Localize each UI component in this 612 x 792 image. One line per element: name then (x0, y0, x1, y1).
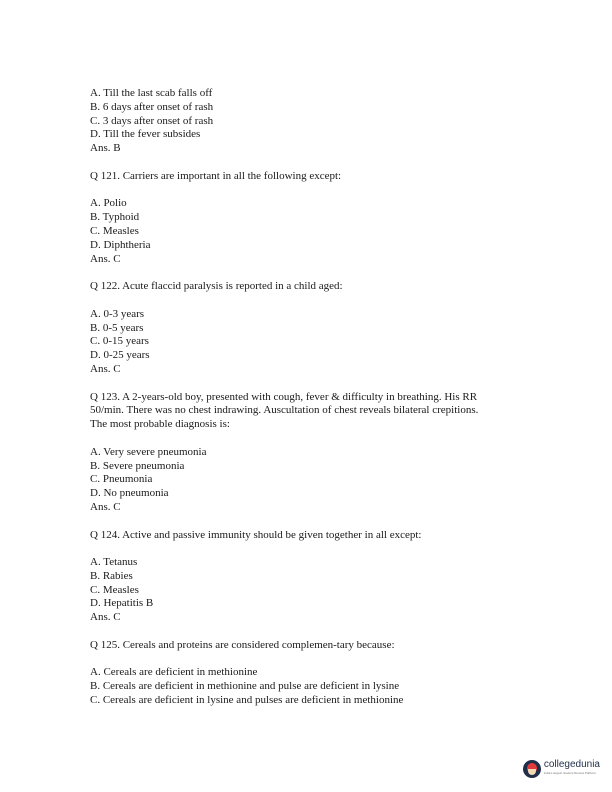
question-123 (90, 391, 560, 515)
option-d: D. Hepatitis B (90, 597, 154, 610)
option-c: C. 3 days after onset of rash (90, 114, 214, 127)
question-124 (90, 529, 560, 626)
question-122 (90, 280, 560, 377)
option-d: D. 0-25 years (90, 349, 150, 362)
option-b: B. Severe pneumonia (90, 459, 185, 472)
question-text: Q 125. Cereals and proteins are considered complemen-tary because: (90, 638, 395, 651)
answer: Ans. B (90, 142, 121, 155)
question-text-line-1: Q 123. A 2-years-old boy, presented with cough, fever & difficulty in breathing. His RR (90, 390, 478, 403)
option-a: A. Till the last scab falls off (90, 87, 213, 99)
option-c: C. 0-15 years (90, 335, 149, 348)
option-d: D. No pneumonia (90, 487, 169, 500)
question-opening (90, 87, 560, 156)
option-c: C. Pneumonia (90, 473, 153, 486)
option-d: D. Till the fever subsides (90, 128, 201, 141)
answer: Ans. C (90, 611, 121, 624)
question-text: Q 124. Active and passive immunity should be given together in all except: (90, 528, 422, 541)
option-b: B. 0-5 years (90, 321, 144, 334)
option-c: C. Measles (90, 583, 139, 596)
option-a: A. Tetanus (90, 556, 138, 569)
option-c: C. Cereals are deficient in lysine and pulses are deficient in methionine (90, 694, 404, 707)
option-a: A. Polio (90, 197, 127, 210)
mascot-icon (523, 760, 541, 778)
option-a: A. Very severe pneumonia (90, 445, 207, 458)
option-a: A. Cereals are deficient in methionine (90, 666, 258, 679)
option-b: B. 6 days after onset of rash (90, 100, 214, 113)
option-b: B. Typhoid (90, 211, 140, 224)
logo-brand-name: collegedunia (543, 759, 600, 770)
question-text: Q 122. Acute flaccid paralysis is reported in a child aged: (90, 280, 343, 293)
answer: Ans. C (90, 252, 121, 265)
answer: Ans. C (90, 500, 121, 513)
question-text-line-2: 50/min. There was no chest indrawing. Auscultation of chest reveals bilateral crepitions. (90, 404, 479, 417)
option-d: D. Diphtheria (90, 238, 151, 251)
question-125 (90, 639, 560, 708)
option-b: B. Rabies (90, 569, 133, 582)
question-121 (90, 170, 560, 267)
document-page (90, 87, 560, 708)
option-a: A. 0-3 years (90, 307, 145, 320)
question-text: Q 121. Carriers are important in all the following except: (90, 169, 342, 182)
question-text-line-3: The most probable diagnosis is: (90, 418, 230, 431)
collegedunia-logo (523, 760, 600, 778)
answer: Ans. C (90, 362, 121, 375)
option-c: C. Measles (90, 224, 139, 237)
option-b: B. Cereals are deficient in methionine and pulse are deficient in lysine (90, 680, 400, 693)
logo-tagline: India's largest Student Review Platform (543, 771, 597, 775)
